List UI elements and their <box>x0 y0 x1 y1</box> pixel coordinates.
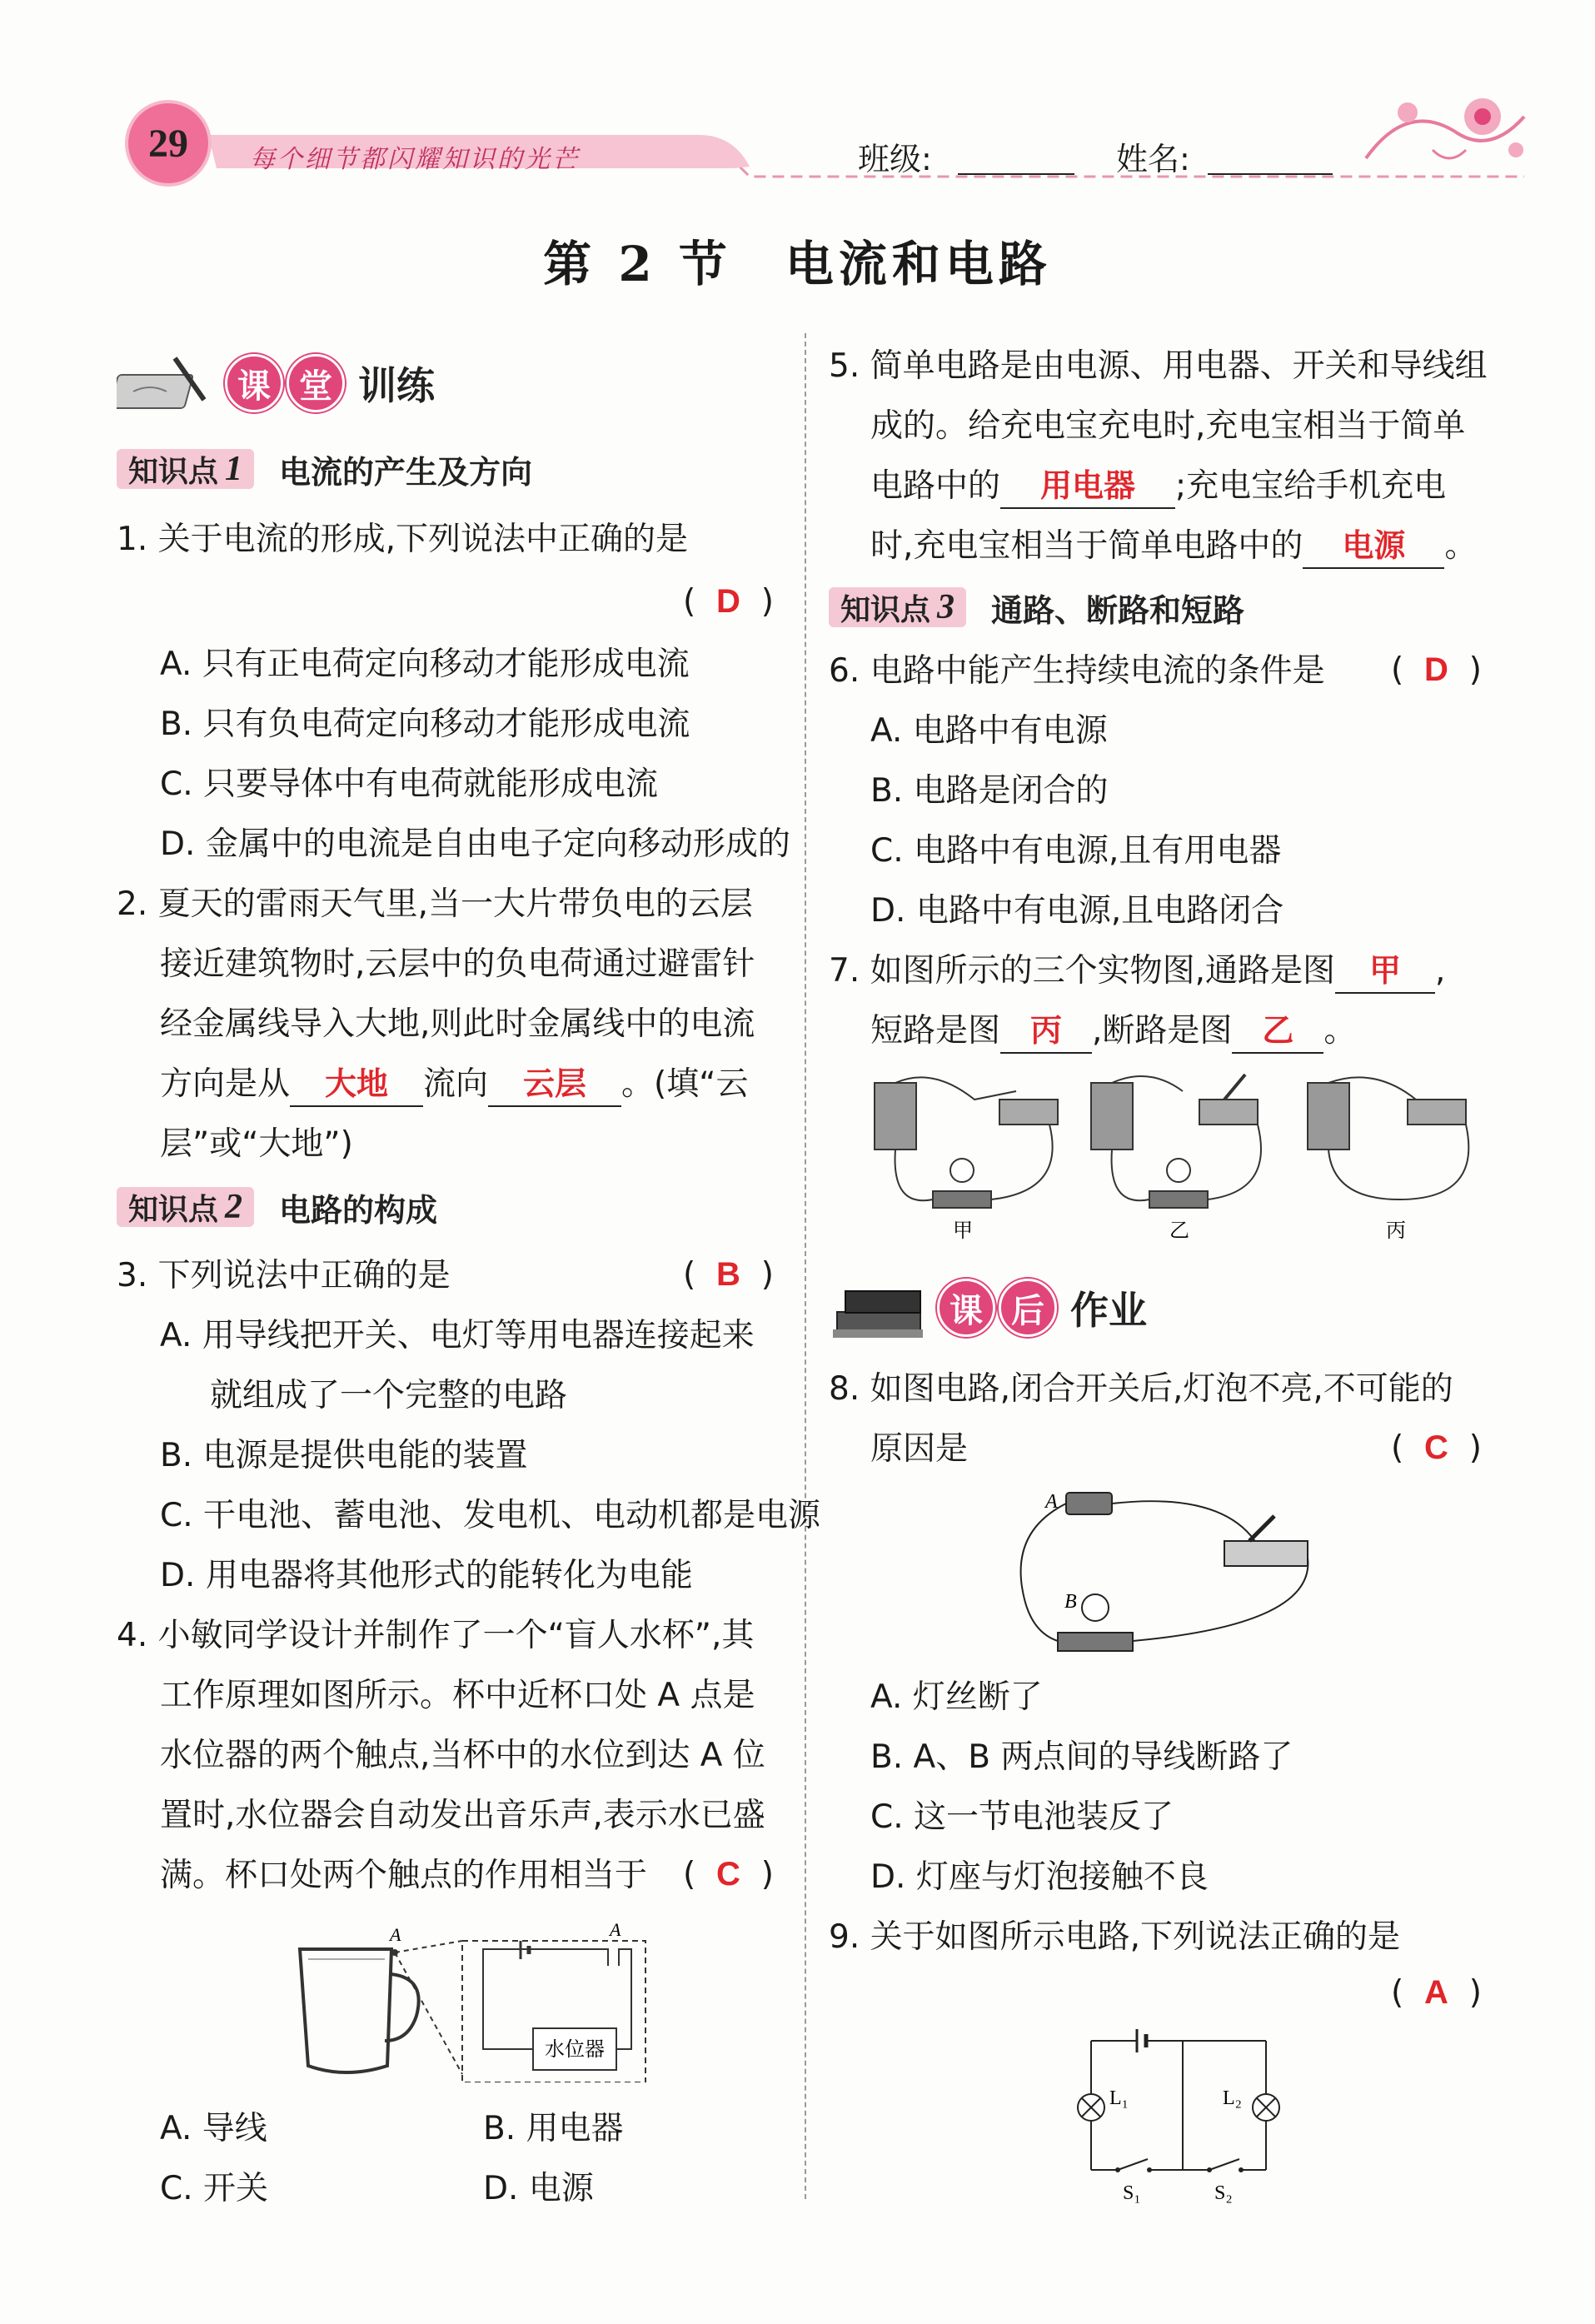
q8-option-c[interactable]: C. 这一节电池装反了 <box>870 1798 1174 1836</box>
q5-line3: 电路中的 用电器 ;充电宝给手机充电 <box>870 456 1446 516</box>
q2-line3: 经金属线导入大地,则此时金属线中的电流 <box>160 1005 755 1043</box>
q7-figures <box>866 1066 1491 1241</box>
bubble-hou: 后 <box>999 1279 1057 1337</box>
q1-answer-box[interactable]: ( D ) <box>683 583 774 621</box>
q7-line2: 短路是图 丙 ,断路是图 乙 。 <box>870 1001 1356 1061</box>
q4-option-a[interactable]: A. 导线 <box>160 2110 267 2147</box>
q9-label-l1: L₁ <box>1109 2087 1129 2109</box>
q2-line2: 接近建筑物时,云层中的负电荷通过避雷针 <box>160 945 755 983</box>
q8-answer-box[interactable]: ( C ) <box>1391 1429 1482 1467</box>
cup-circuit-diagram <box>283 1916 658 2082</box>
kp-title: 通路、断路和短路 <box>991 591 1245 629</box>
q1-option-b[interactable]: B. 只有负电荷定向移动才能形成电流 <box>160 706 690 743</box>
q3-answer: B <box>716 1256 740 1293</box>
page-header <box>117 83 1533 192</box>
q8-figure <box>1016 1483 1341 1658</box>
q3-answer-box[interactable]: ( B ) <box>683 1256 774 1294</box>
knowledge-point-2 <box>117 1186 437 1228</box>
bubble-ke: 课 <box>937 1279 995 1337</box>
q8-line2: 原因是 <box>870 1430 969 1468</box>
section-word: 作业 <box>1070 1288 1147 1333</box>
q7-blank-2[interactable]: 丙 <box>1000 1009 1092 1054</box>
q4-line4: 置时,水位器会自动发出音乐声,表示水已盛 <box>160 1797 765 1834</box>
q2-blank-2[interactable]: 云层 <box>488 1062 621 1107</box>
notebook-pen-icon <box>117 350 217 416</box>
q6-option-c[interactable]: C. 电路中有电源,且有用电器 <box>870 832 1282 870</box>
section-word: 训练 <box>358 363 435 408</box>
q2-blank-1[interactable]: 大地 <box>290 1062 423 1107</box>
q9-stem: 9. 关于如图所示电路,下列说法正确的是 <box>829 1918 1401 1956</box>
q9-label-s1: S₁ <box>1123 2182 1141 2204</box>
q8-option-d[interactable]: D. 灯座与灯泡接触不良 <box>870 1858 1209 1896</box>
kp-title: 电路的构成 <box>279 1191 438 1229</box>
column-divider <box>805 333 806 2199</box>
name-blank[interactable] <box>1208 173 1333 175</box>
q3-option-d[interactable]: D. 用电器将其他形式的能转化为电能 <box>160 1557 693 1594</box>
parallel-circuit-diagram <box>1058 2024 1308 2207</box>
q8-circuit-diagram <box>1016 1483 1341 1658</box>
q4-line5: 满。杯口处两个触点的作用相当于 <box>160 1857 648 1894</box>
circuit-bing <box>1308 1077 1468 1241</box>
circuit-jia <box>875 1077 1058 1241</box>
q4-line3: 水位器的两个触点,当杯中的水位到达 A 位 <box>160 1737 765 1774</box>
q2-line5: 层”或“大地”) <box>160 1125 353 1163</box>
q7-blank-1[interactable]: 甲 <box>1335 949 1435 994</box>
circuit-label-yi: 乙 <box>1169 1219 1189 1241</box>
q8-label-a: A <box>1045 1491 1058 1513</box>
q7-line1: 7. 如图所示的三个实物图,通路是图 甲 , <box>829 941 1445 1001</box>
q6-stem: 6. 电路中能产生持续电流的条件是 <box>829 652 1325 690</box>
q4-answer-box[interactable]: ( C ) <box>683 1856 774 1893</box>
q5-line2: 成的。给充电宝充电时,充电宝相当于简单 <box>870 407 1466 445</box>
q6-option-b[interactable]: B. 电路是闭合的 <box>870 772 1109 810</box>
q8-line1: 8. 如图电路,闭合开关后,灯泡不亮,不可能的 <box>829 1370 1453 1408</box>
q8-option-b[interactable]: B. A、B 两点间的导线断路了 <box>870 1738 1293 1776</box>
q6-answer-box[interactable]: ( D ) <box>1391 651 1482 689</box>
class-blank[interactable] <box>958 173 1074 175</box>
q9-figure <box>1058 2024 1308 2207</box>
q4-label-a-switch: A <box>610 1919 621 1940</box>
q2-line1: 2. 夏天的雷雨天气里,当一大片带负电的云层 <box>117 885 754 923</box>
q3-option-a-cont: 就组成了一个完整的电路 <box>210 1377 568 1414</box>
kp-title: 电流的产生及方向 <box>279 453 533 491</box>
knowledge-point-3 <box>829 586 1244 628</box>
page-number: 29 <box>148 121 188 166</box>
knowledge-point-1 <box>117 448 532 490</box>
q1-stem: 1. 关于电流的形成,下列说法中正确的是 <box>117 521 689 558</box>
q9-answer-box[interactable]: ( A ) <box>1391 1974 1482 2012</box>
circuit-label-jia: 甲 <box>953 1219 973 1241</box>
q8-answer: C <box>1424 1429 1448 1466</box>
q7-blank-3[interactable]: 乙 <box>1232 1009 1323 1054</box>
q3-stem: 3. 下列说法中正确的是 <box>117 1257 451 1294</box>
kp-tag: 知识点 2 <box>117 1187 254 1227</box>
q2-line4: 方向是从 大地 流向 云层 。(填“云 <box>160 1055 748 1115</box>
three-circuits-diagram <box>866 1066 1491 1241</box>
q6-option-a[interactable]: A. 电路中有电源 <box>870 712 1108 750</box>
q4-option-d[interactable]: D. 电源 <box>483 2170 594 2207</box>
q4-water-level-box: 水位器 <box>545 2037 605 2061</box>
q3-option-a[interactable]: A. 用导线把开关、电灯等用电器连接起来 <box>160 1317 755 1354</box>
q1-answer: D <box>716 583 740 620</box>
q9-label-s2: S₂ <box>1214 2182 1233 2204</box>
classroom-training-heading <box>117 350 435 416</box>
q5-blank-1[interactable]: 用电器 <box>1000 464 1175 509</box>
q5-line1: 5. 简单电路是由电源、用电器、开关和导线组 <box>829 347 1488 385</box>
q9-label-l2: L₂ <box>1223 2087 1243 2109</box>
q3-option-c[interactable]: C. 干电池、蓄电池、发电机、电动机都是电源 <box>160 1497 821 1534</box>
q4-answer: C <box>716 1856 740 1893</box>
q5-blank-2[interactable]: 电源 <box>1303 524 1444 569</box>
page-number-badge <box>125 100 212 187</box>
kp-tag: 知识点 3 <box>829 587 966 627</box>
q1-option-c[interactable]: C. 只要导体中有电荷就能形成电流 <box>160 766 659 803</box>
class-label: 班级: <box>858 141 932 177</box>
kp-tag: 知识点 1 <box>117 449 254 489</box>
bubble-ke: 课 <box>225 354 283 412</box>
q4-label-a-cup: A <box>390 1924 401 1945</box>
q6-answer: D <box>1424 651 1448 688</box>
q9-answer: A <box>1424 1974 1448 2011</box>
q1-option-a[interactable]: A. 只有正电荷定向移动才能形成电流 <box>160 646 690 683</box>
section-title: 第 2 节 电流和电路 <box>543 236 1052 292</box>
q8-label-b: B <box>1064 1591 1077 1613</box>
name-label: 姓名: <box>1116 141 1190 177</box>
q3-option-b[interactable]: B. 电源是提供电能的装置 <box>160 1437 528 1474</box>
header-slogan: 每个细节都闪耀知识的光芒 <box>250 145 580 174</box>
q4-option-c[interactable]: C. 开关 <box>160 2170 269 2207</box>
q5-line4: 时,充电宝相当于简单电路中的 电源 。 <box>870 516 1477 576</box>
flower-ornament-icon <box>1358 83 1533 175</box>
books-icon <box>829 1274 929 1341</box>
homework-heading <box>829 1274 1147 1341</box>
bubble-tang: 堂 <box>287 354 345 412</box>
circuit-label-bing: 丙 <box>1386 1219 1406 1241</box>
q1-option-d[interactable]: D. 金属中的电流是自由电子定向移动形成的 <box>160 825 790 863</box>
q4-line2: 工作原理如图所示。杯中近杯口处 A 点是 <box>160 1677 755 1714</box>
q4-figure <box>283 1916 658 2082</box>
q8-option-a[interactable]: A. 灯丝断了 <box>870 1678 1043 1716</box>
header-banner <box>117 83 1533 192</box>
q6-option-d[interactable]: D. 电路中有电源,且电路闭合 <box>870 892 1284 930</box>
q4-line1: 4. 小敏同学设计并制作了一个“盲人水杯”,其 <box>117 1617 755 1654</box>
q4-option-b[interactable]: B. 用电器 <box>483 2110 624 2147</box>
circuit-yi <box>1091 1075 1261 1241</box>
